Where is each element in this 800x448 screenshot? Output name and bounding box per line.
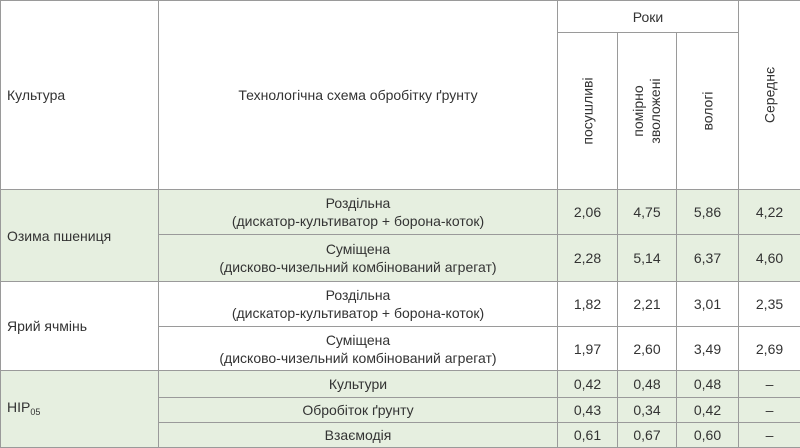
value-avg: – [739, 398, 800, 423]
value-avg: 2,69 [739, 327, 800, 371]
value-moderate: 5,14 [618, 235, 677, 282]
value-dry: 2,28 [558, 235, 618, 282]
value-dry: 0,61 [558, 423, 618, 448]
header-years: Роки [558, 1, 739, 33]
scheme-cell: Суміщена (дисково-чизельний комбінований агрегат) [159, 235, 558, 282]
value-dry: 0,42 [558, 371, 618, 398]
value-moderate: 0,48 [618, 371, 677, 398]
header-average: Середнє [739, 1, 800, 190]
scheme-cell: Роздільна (дискатор-культиватор + борона-коток) [159, 190, 558, 235]
crop-cell: Ярий ячмінь [1, 282, 159, 371]
factor-cell: Обробіток ґрунту [159, 398, 558, 423]
value-moderate: 4,75 [618, 190, 677, 235]
crop-cell: Озима пшениця [1, 190, 159, 282]
value-moderate: 2,21 [618, 282, 677, 327]
value-dry: 0,43 [558, 398, 618, 423]
value-dry: 1,97 [558, 327, 618, 371]
value-avg: – [739, 371, 800, 398]
scheme-cell: Роздільна (дискатор-культиватор + борона-коток) [159, 282, 558, 327]
table-row [1, 190, 800, 235]
header-crop: Культура [1, 1, 159, 190]
value-avg: 4,60 [739, 235, 800, 282]
value-moderate: 0,67 [618, 423, 677, 448]
value-dry: 2,06 [558, 190, 618, 235]
table-row [1, 282, 800, 327]
header-scheme: Технологічна схема обробітку ґрунту [159, 1, 558, 190]
value-avg: – [739, 423, 800, 448]
value-moderate: 0,34 [618, 398, 677, 423]
value-moderate: 2,60 [618, 327, 677, 371]
value-avg: 2,35 [739, 282, 800, 327]
value-wet: 3,49 [677, 327, 739, 371]
header-moderate: помірно зволожені [618, 33, 677, 190]
value-wet: 0,42 [677, 398, 739, 423]
value-wet: 0,60 [677, 423, 739, 448]
nir-label: $НІР_{05}$ [1, 371, 159, 448]
value-wet: 6,37 [677, 235, 739, 282]
value-wet: 0,48 [677, 371, 739, 398]
scheme-cell: Суміщена (дисково-чизельний комбінований агрегат) [159, 327, 558, 371]
value-avg: 4,22 [739, 190, 800, 235]
header-dry: посушливі [558, 33, 618, 190]
value-dry: 1,82 [558, 282, 618, 327]
factor-cell: Культури [159, 371, 558, 398]
value-wet: 3,01 [677, 282, 739, 327]
value-wet: 5,86 [677, 190, 739, 235]
table-row [1, 371, 800, 398]
factor-cell: Взаємодія [159, 423, 558, 448]
header-wet: вологі [677, 33, 739, 190]
